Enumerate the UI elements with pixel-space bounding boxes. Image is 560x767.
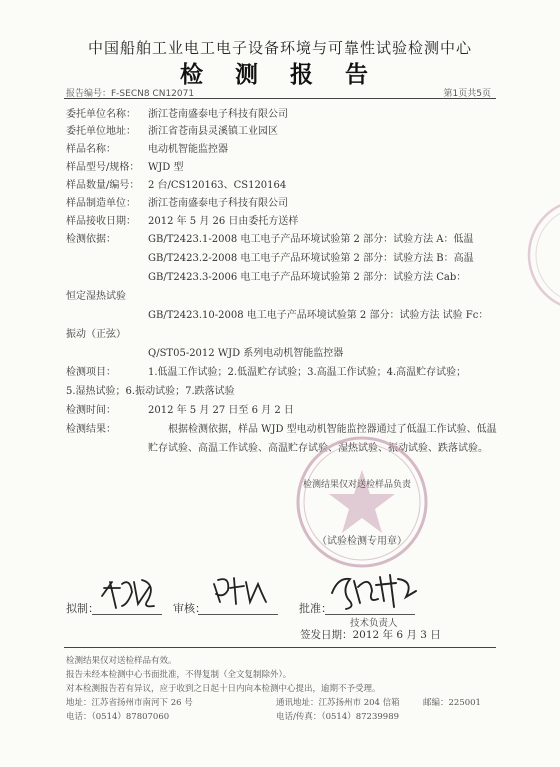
approved-signature: [328, 567, 418, 613]
items-label: 检测项目：: [66, 367, 116, 378]
received-value: 2012 年 5 月 26 日由委托方送样: [148, 216, 299, 227]
footer-mail-address: 通讯地址：江苏扬州市 204 信箱: [276, 698, 400, 708]
basis-line-4-cont: 振动（正弦）: [66, 329, 126, 340]
quantity-label: 样品数量/编号：: [66, 180, 140, 191]
model-value: WJD 型: [148, 162, 184, 173]
time-label: 检测时间：: [66, 405, 116, 416]
result-text: 根据检测依据，样品 WJD 型电动机智能监控器通过了低温工作试验、低温贮存试验、高温工作试验、高温贮存试验、湿热试验、振动试验、跌落试验。: [148, 424, 497, 454]
footer-phone: 电话：（0514）87807060: [66, 712, 170, 722]
footer-rule: [64, 647, 496, 648]
basis-label: 检测依据：: [66, 234, 116, 245]
basis-line-3: GB/T2423.3-2006 电工电子产品环境试验第 2 部分：试验方法 Cab：: [148, 272, 467, 283]
sample-name-value: 电动机智能监控器: [148, 144, 228, 155]
prepared-label: 拟制：: [66, 602, 99, 615]
received-label: 样品接收日期：: [66, 216, 136, 227]
reviewed-label: 审核：: [173, 602, 206, 615]
stamp-caption: （试验检测专用章）: [317, 536, 407, 547]
footer-line-2: 报告未经本检测中心书面批准，不得复制（全文复制除外）。: [66, 670, 292, 680]
basis-line-4: GB/T2423.10-2008 电工电子产品环境试验第 2 部分：试验方法 试验 Fc：: [148, 310, 489, 321]
items-line-1: 1.低温工作试验；2.低温贮存试验；3.高温工作试验；4.高温贮存试验；: [148, 367, 467, 378]
document-title: 检 测 报 告: [179, 62, 381, 88]
footer-address: 地址：江苏省扬州市南河下 26 号: [66, 698, 193, 708]
maker-row: [66, 197, 288, 210]
report-number: 报告编号：F-SECN8 CN12071: [66, 89, 195, 99]
client-address-value: 浙江省苍南县灵溪镇工业园区: [148, 126, 278, 137]
footer-fax: 电话/传真：（0514）87239989: [276, 712, 400, 722]
footer-line-3: 对本检测报告若有异议，应于收到之日起十日内向本检测中心提出，逾期不予受理。: [66, 684, 381, 694]
prepared-line: [92, 614, 162, 615]
footer-zip: 邮编：225001: [423, 698, 481, 708]
items-line-2: 5.湿热试验；6.振动试验；7.跌落试验: [66, 386, 235, 397]
maker-value: 浙江苍南盛泰电子科技有限公司: [148, 198, 288, 209]
quantity-value: 2 台/CS120163、CS120164: [148, 180, 287, 191]
client-address-row: [66, 125, 278, 138]
basis-line-1: GB/T2423.1-2008 电工电子产品环境试验第 2 部分：试验方法 A：低温: [148, 234, 474, 245]
stamp-note: 检测结果仅对送检样品负责: [303, 480, 412, 490]
basis-line-3-cont: 恒定湿热试验: [66, 291, 126, 302]
header-rule: [64, 98, 496, 99]
model-row: [66, 161, 183, 174]
client-label: 委托单位名称：: [66, 109, 136, 120]
model-label: 样品型号/规格：: [66, 162, 140, 173]
sample-name-row: [66, 143, 228, 156]
approver-title: 技术负责人: [350, 618, 398, 629]
client-address-label: 委托单位地址：: [66, 126, 136, 137]
footer-line-1: 检测结果仅对送检样品有效。: [66, 656, 177, 666]
issue-date: 签发日期：2012 年 6 月 3 日: [300, 629, 441, 641]
received-row: [66, 215, 298, 228]
basis-line-5: Q/ST05-2012 WJD 系列电动机智能监控器: [148, 348, 344, 359]
client-row: [66, 108, 288, 121]
reviewed-line: [198, 614, 278, 615]
prepared-signature: [98, 574, 162, 614]
maker-label: 样品制造单位：: [66, 198, 136, 209]
result-label: 检测结果：: [66, 424, 116, 435]
reviewed-signature: [208, 572, 268, 612]
basis-line-2: GB/T2423.2-2008 电工电子产品环境试验第 2 部分：试验方法 B：高温: [148, 253, 474, 264]
page-count: 第1页共5页: [443, 89, 491, 99]
inspection-seal: [292, 432, 432, 572]
approved-label: 批准：: [299, 602, 332, 615]
sample-name-label: 样品名称：: [66, 144, 116, 155]
time-value: 2012 年 5 月 27 日至 6 月 2 日: [148, 405, 294, 416]
quantity-row: [66, 179, 286, 192]
organization-title: 中国船舶工业电工电子设备环境与可靠性试验检测中心: [87, 39, 472, 57]
edge-stamp-fragment: [522, 190, 560, 320]
client-value: 浙江苍南盛泰电子科技有限公司: [148, 109, 288, 120]
